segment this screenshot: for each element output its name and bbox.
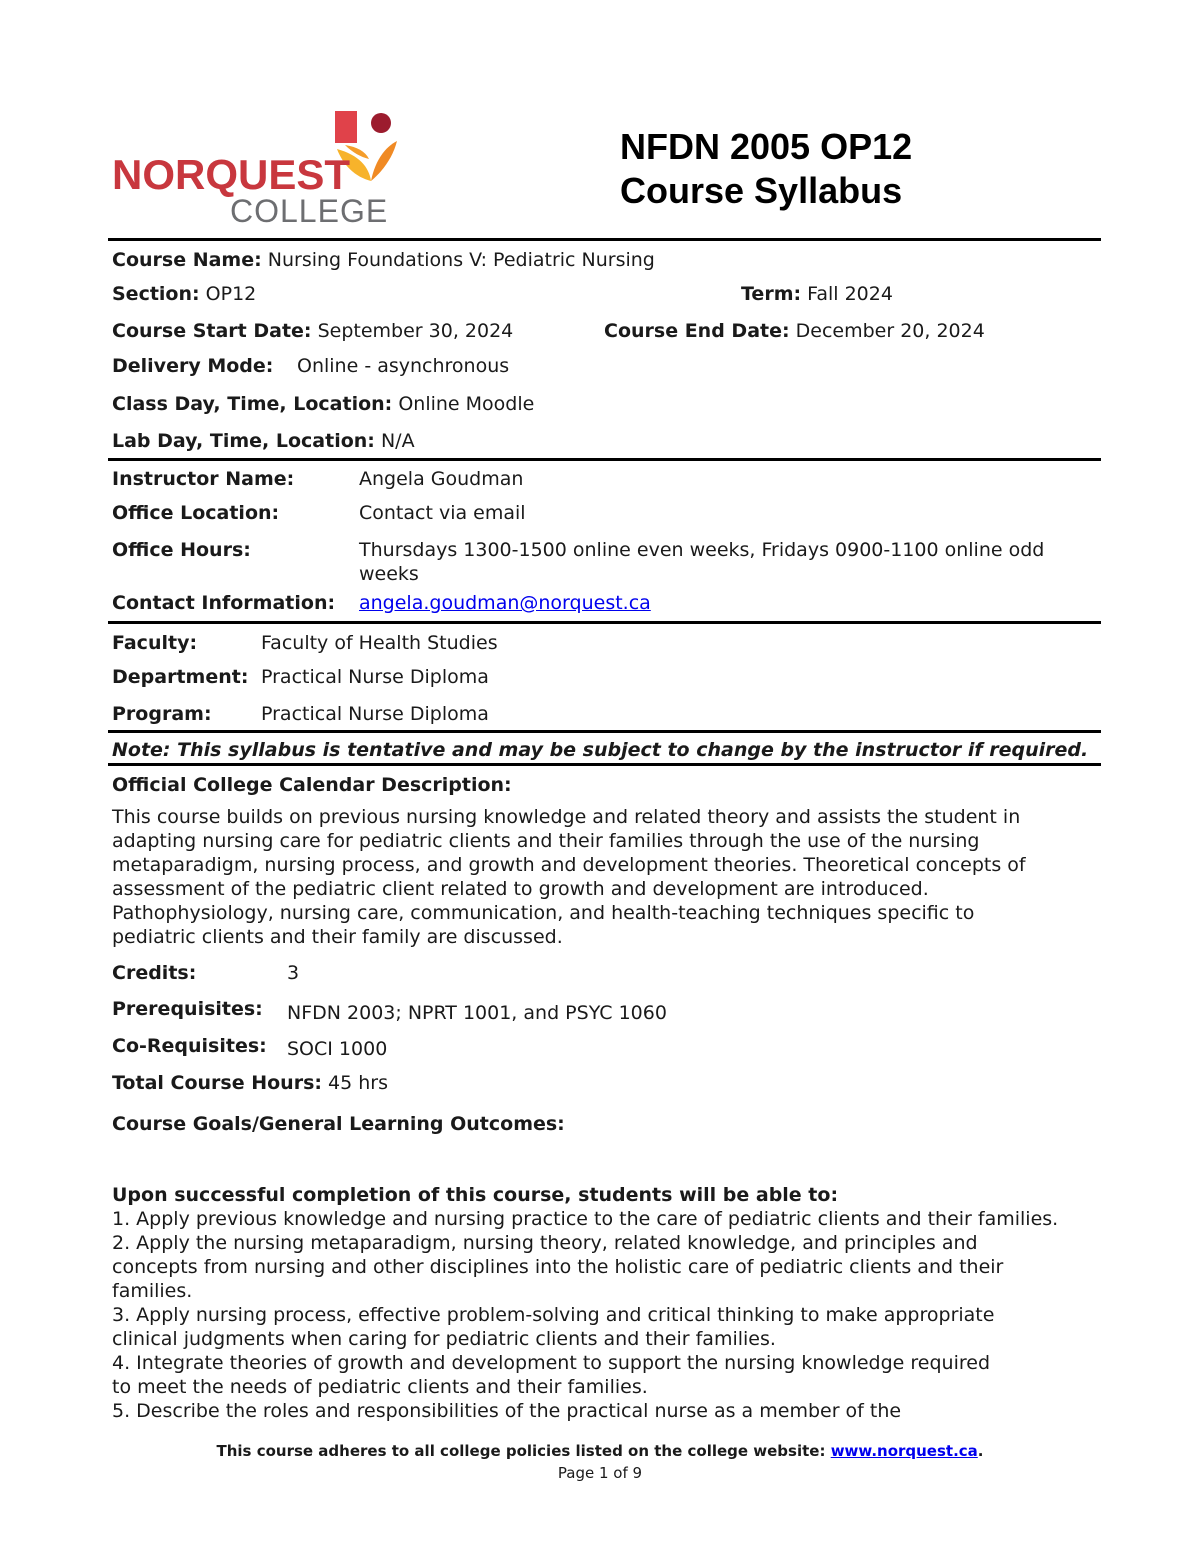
- lab-value: N/A: [380, 430, 415, 452]
- logo-wordmark-college: COLLEGE: [230, 193, 389, 229]
- syllabus-note: Note: This syllabus is tentative and may be subject to change by the instructor if required.: [112, 739, 1089, 761]
- total-hours-row: [112, 1071, 388, 1095]
- norquest-logo: [110, 100, 410, 230]
- start-date-label: Course Start Date:: [112, 320, 312, 342]
- goals-list: [112, 1207, 1102, 1423]
- calendar-line: This course builds on previous nursing knowledge and related theory and assists the student in: [112, 806, 1021, 828]
- goal-line: 3. Apply nursing process, effective problem-solving and critical thinking to make appropriate: [112, 1304, 995, 1326]
- goal-line: 4. Integrate theories of growth and development to support the nursing knowledge required: [112, 1352, 991, 1374]
- footer-policy: [0, 1441, 1200, 1461]
- goal-line: 2. Apply the nursing metaparadigm, nursing theory, related knowledge, and principles and: [112, 1232, 978, 1254]
- program-label: Program:: [112, 703, 212, 725]
- faculty-label: Faculty:: [112, 632, 198, 654]
- page-title: NFDN 2005 OP12: [620, 126, 913, 167]
- calendar-line: Pathophysiology, nursing care, communication, and health-teaching techniques specific to: [112, 902, 975, 924]
- office-hours-value-line1: Thursdays 1300-1500 online even weeks, Fridays 0900-1100 online odd: [359, 539, 1045, 561]
- page-number: Page 1 of 9: [557, 1464, 643, 1482]
- goal-line: to meet the needs of pediatric clients and their families.: [112, 1376, 648, 1398]
- section-label: Section:: [112, 283, 200, 305]
- section-value: OP12: [205, 283, 257, 305]
- prerequisites-label: Prerequisites:: [112, 998, 263, 1020]
- class-value: Online Moodle: [398, 393, 535, 415]
- lab-row: [112, 429, 415, 453]
- instructor-name-value: Angela Goudman: [359, 468, 524, 490]
- divider: [108, 238, 1101, 241]
- corequisites-label: Co-Requisites:: [112, 1035, 267, 1057]
- goal-line: 1. Apply previous knowledge and nursing practice to the care of pediatric clients and their families.: [112, 1208, 1059, 1230]
- end-date-row: [604, 319, 985, 343]
- department-value: Practical Nurse Diploma: [261, 666, 489, 688]
- office-hours-value-line2: weeks: [359, 563, 419, 585]
- department-label: Department:: [112, 666, 249, 688]
- end-date-label: Course End Date:: [604, 320, 790, 342]
- goal-line: families.: [112, 1280, 193, 1302]
- end-date-value: December 20, 2024: [795, 320, 985, 342]
- calendar-line: pediatric clients and their family are discussed.: [112, 926, 563, 948]
- office-location-label: Office Location:: [112, 502, 280, 524]
- calendar-line: assessment of the pediatric client related to growth and development are introduced.: [112, 878, 929, 900]
- lab-label: Lab Day, Time, Location:: [112, 430, 375, 452]
- office-hours-label: Office Hours:: [112, 539, 251, 561]
- page-subtitle: Course Syllabus: [620, 170, 903, 211]
- course-name-label: Course Name:: [112, 249, 262, 271]
- divider: [108, 763, 1101, 766]
- office-location-value: Contact via email: [359, 502, 526, 524]
- goal-line: clinical judgments when caring for pediatric clients and their families.: [112, 1328, 776, 1350]
- divider: [108, 621, 1101, 624]
- instructor-email-link[interactable]: angela.goudman@norquest.ca: [359, 592, 651, 614]
- class-row: [112, 392, 534, 416]
- divider: [108, 730, 1101, 733]
- logo-wordmark-norquest: NORQUEST: [112, 151, 351, 198]
- start-date-value: September 30, 2024: [317, 320, 514, 342]
- delivery-mode-value: Online - asynchronous: [297, 355, 510, 377]
- footer-policy-text: This course adheres to all college policies listed on the college website:: [216, 1442, 826, 1460]
- term-label: Term:: [741, 283, 802, 305]
- term-value: Fall 2024: [807, 283, 893, 305]
- total-hours-label: Total Course Hours:: [112, 1072, 322, 1094]
- goals-heading: Course Goals/General Learning Outcomes:: [112, 1113, 565, 1135]
- divider: [108, 458, 1101, 461]
- start-date-row: [112, 319, 513, 343]
- prerequisites-value: NFDN 2003; NPRT 1001, and PSYC 1060: [287, 1002, 667, 1024]
- goal-line: concepts from nursing and other disciplines into the holistic care of pediatric clients and their: [112, 1256, 1004, 1278]
- footer-website-link[interactable]: www.norquest.ca: [830, 1442, 978, 1460]
- goals-intro: Upon successful completion of this course, students will be able to:: [112, 1184, 839, 1206]
- credits-value: 3: [287, 962, 300, 984]
- delivery-mode-label: Delivery Mode:: [112, 355, 274, 377]
- calendar-line: metaparadigm, nursing process, and growth and development theories. Theoretical concepts of: [112, 854, 1026, 876]
- calendar-heading: Official College Calendar Description:: [112, 774, 512, 796]
- program-value: Practical Nurse Diploma: [261, 703, 489, 725]
- corequisites-value: SOCI 1000: [287, 1038, 388, 1060]
- footer-period: .: [977, 1442, 984, 1460]
- goal-line: 5. Describe the roles and responsibilities of the practical nurse as a member of the: [112, 1400, 902, 1422]
- section-row: [112, 282, 256, 306]
- credits-label: Credits:: [112, 962, 197, 984]
- calendar-description: [112, 805, 1102, 949]
- instructor-name-label: Instructor Name:: [112, 468, 295, 490]
- class-label: Class Day, Time, Location:: [112, 393, 393, 415]
- faculty-value: Faculty of Health Studies: [261, 632, 498, 654]
- course-name-row: [112, 248, 655, 272]
- total-hours-value: 45 hrs: [328, 1072, 388, 1094]
- calendar-line: adapting nursing care for pediatric clients and their families through the use of the nursing: [112, 830, 980, 852]
- course-name-value: Nursing Foundations V: Pediatric Nursing: [267, 249, 655, 271]
- term-row: [741, 282, 893, 306]
- contact-info-label: Contact Information:: [112, 592, 336, 614]
